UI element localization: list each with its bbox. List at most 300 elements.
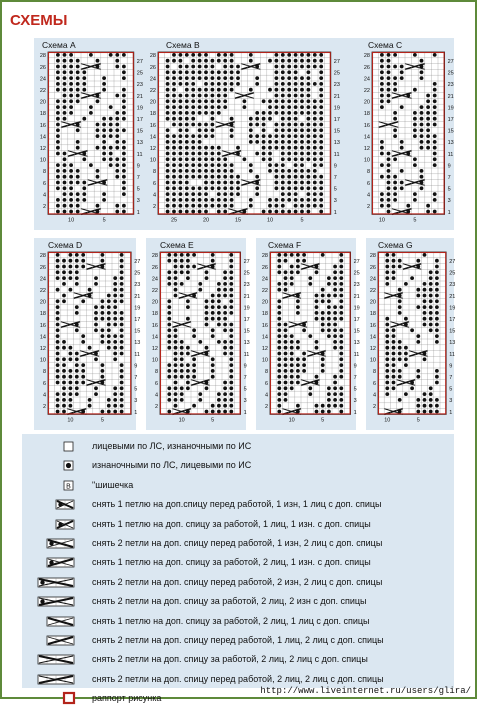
purl-dot [300, 76, 304, 80]
purl-dot [249, 53, 253, 57]
purl-dot [109, 163, 113, 167]
row-label-left: 18 [261, 311, 268, 318]
purl-dot [211, 134, 215, 138]
purl-dot [392, 369, 396, 373]
purl-dot [198, 146, 202, 150]
purl-dot [69, 288, 73, 292]
purl-dot [56, 288, 60, 292]
purl-dot [102, 152, 106, 156]
purl-dot [433, 140, 437, 144]
row-label-right: 3 [449, 398, 453, 405]
purl-dot [380, 192, 384, 196]
purl-dot [307, 146, 311, 150]
purl-dot [211, 65, 215, 69]
purl-dot [167, 305, 171, 309]
purl-dot [217, 70, 221, 74]
purl-dot [211, 99, 215, 103]
row-label-left: 2 [366, 204, 370, 211]
purl-dot [167, 328, 171, 332]
legend-repeat-box [64, 693, 74, 703]
purl-dot [185, 76, 189, 80]
purl-dot [435, 328, 439, 332]
purl-dot [211, 70, 215, 74]
purl-dot [433, 192, 437, 196]
purl-dot [339, 352, 343, 356]
purl-dot [122, 186, 126, 190]
purl-dot [327, 334, 331, 338]
purl-dot [281, 192, 285, 196]
purl-dot [56, 117, 60, 121]
purl-dot [82, 70, 86, 74]
purl-dot [398, 352, 402, 356]
purl-dot [290, 346, 294, 350]
purl-dot [223, 381, 227, 385]
row-label-left: 20 [39, 299, 46, 306]
purl-dot [82, 198, 86, 202]
purl-dot [277, 346, 281, 350]
purl-dot [435, 398, 439, 402]
purl-dot [307, 140, 311, 144]
purl-dot [255, 76, 259, 80]
purl-dot [217, 59, 221, 63]
purl-dot [63, 53, 67, 57]
purl-dot [249, 204, 253, 208]
purl-dot [63, 99, 67, 103]
purl-dot [275, 111, 279, 115]
row-label-right: 11 [333, 151, 340, 158]
purl-dot [75, 369, 79, 373]
purl-dot [204, 204, 208, 208]
purl-dot [180, 398, 184, 402]
row-label-right: 1 [136, 209, 140, 216]
purl-dot [120, 288, 124, 292]
purl-dot [287, 111, 291, 115]
row-label-right: 15 [243, 328, 250, 335]
purl-dot [229, 288, 233, 292]
purl-dot [191, 204, 195, 208]
purl-dot [300, 198, 304, 202]
purl-dot [435, 265, 439, 269]
purl-dot [327, 328, 331, 332]
row-label-right: 3 [243, 398, 247, 405]
row-label-left: 6 [152, 180, 156, 187]
stitch-count-label: 10 [378, 217, 385, 224]
purl-dot [109, 53, 113, 57]
purl-dot [420, 123, 424, 127]
purl-dot [300, 181, 304, 185]
purl-dot [81, 259, 85, 263]
row-label-right: 17 [134, 317, 141, 324]
purl-dot [115, 169, 119, 173]
row-label-left: 26 [369, 264, 376, 271]
row-label-right: 23 [333, 82, 340, 89]
purl-dot [404, 392, 408, 396]
row-label-left: 22 [39, 88, 46, 95]
purl-dot [302, 352, 306, 356]
purl-dot [63, 157, 67, 161]
purl-dot [191, 105, 195, 109]
legend-row [22, 516, 454, 536]
row-label-left: 20 [149, 99, 156, 106]
row-label-right: 5 [353, 386, 357, 393]
purl-dot [217, 105, 221, 109]
purl-dot [217, 175, 221, 179]
row-label-left: 12 [151, 346, 158, 353]
purl-dot [268, 163, 272, 167]
purl-dot [167, 299, 171, 303]
purl-dot [211, 357, 215, 361]
purl-dot [393, 76, 397, 80]
purl-dot [339, 294, 343, 298]
purl-dot [120, 346, 124, 350]
row-label-right: 17 [449, 317, 456, 324]
purl-dot [287, 53, 291, 57]
purl-dot [185, 70, 189, 74]
purl-dot [380, 140, 384, 144]
purl-dot [217, 323, 221, 327]
purl-dot [205, 386, 209, 390]
purl-dot [387, 210, 391, 214]
purl-dot [172, 210, 176, 214]
cable-2-1-back-icon [28, 535, 82, 553]
purl-dot [385, 381, 389, 385]
purl-dot [56, 204, 60, 208]
purl-dot [217, 282, 221, 286]
purl-dot [191, 152, 195, 156]
purl-dot [275, 59, 279, 63]
purl-dot [211, 334, 215, 338]
purl-dot [217, 169, 221, 173]
purl-dot [313, 53, 317, 57]
purl-dot [398, 305, 402, 309]
purl-dot [435, 381, 439, 385]
purl-dot [321, 317, 325, 321]
purl-dot [300, 163, 304, 167]
purl-dot [413, 157, 417, 161]
purl-dot [115, 157, 119, 161]
purl-dot [122, 152, 126, 156]
purl-dot [262, 140, 266, 144]
purl-dot [229, 323, 233, 327]
purl-dot [300, 134, 304, 138]
row-label-right: 23 [353, 282, 360, 289]
purl-dot [277, 386, 281, 390]
purl-dot [76, 70, 80, 74]
purl-dot [385, 369, 389, 373]
purl-dot [435, 270, 439, 274]
purl-dot [81, 253, 85, 257]
purl-dot [56, 88, 60, 92]
purl-dot [167, 334, 171, 338]
purl-dot [211, 375, 215, 379]
purl-dot [191, 210, 195, 214]
purl-dot [102, 76, 106, 80]
row-label-right: 9 [243, 363, 247, 370]
purl-dot [185, 192, 189, 196]
stitch-count-label: 10 [288, 417, 295, 424]
row-label-right: 1 [353, 409, 357, 416]
purl-dot [56, 270, 60, 274]
purl-dot [56, 134, 60, 138]
purl-dot [198, 186, 202, 190]
purl-dot [268, 88, 272, 92]
purl-dot [435, 294, 439, 298]
purl-dot [81, 375, 85, 379]
stitch-count-label: 10 [68, 217, 75, 224]
purl-dot [198, 198, 202, 202]
purl-dot [75, 352, 79, 356]
purl-dot [107, 398, 111, 402]
purl-dot [211, 105, 215, 109]
purl-dot [102, 134, 106, 138]
purl-dot [113, 340, 117, 344]
purl-dot [56, 82, 60, 86]
purl-dot [211, 410, 215, 414]
purl-dot [385, 334, 389, 338]
purl-dot [211, 117, 215, 121]
purl-dot [69, 392, 73, 396]
row-label-left: 12 [149, 146, 156, 153]
chart-grid-g [366, 250, 454, 432]
purl-dot [82, 192, 86, 196]
purl-dot [166, 181, 170, 185]
purl-dot [180, 357, 184, 361]
purl-dot [205, 276, 209, 280]
row-label-right: 25 [447, 70, 454, 77]
row-label-right: 19 [333, 105, 340, 112]
purl-dot [172, 117, 176, 121]
purl-dot [307, 105, 311, 109]
purl-dot [63, 59, 67, 63]
purl-dot [122, 111, 126, 115]
purl-dot [56, 53, 60, 57]
purl-dot [81, 334, 85, 338]
purl-dot [290, 282, 294, 286]
purl-dot [166, 204, 170, 208]
purl-dot [339, 276, 343, 280]
purl-dot [62, 346, 66, 350]
purl-dot [217, 210, 221, 214]
page-title: СХЕМЫ [10, 12, 68, 29]
purl-dot [313, 152, 317, 156]
purl-dot [281, 152, 285, 156]
purl-dot [56, 152, 60, 156]
purl-dot [307, 169, 311, 173]
purl-dot [167, 363, 171, 367]
purl-dot [321, 328, 325, 332]
purl-dot [236, 192, 240, 196]
purl-dot [249, 169, 253, 173]
purl-dot [69, 175, 73, 179]
purl-dot [429, 323, 433, 327]
row-label-right: 23 [243, 282, 250, 289]
purl-dot [420, 59, 424, 63]
legend-text: снять 1 петлю на доп. спицу за работой, 1 лиц, 1 изн. с доп. спицы [92, 518, 371, 529]
purl-dot [56, 340, 60, 344]
purl-dot [204, 88, 208, 92]
purl-dot [69, 404, 73, 408]
stitch-count-label: 20 [202, 217, 210, 224]
purl-dot [300, 175, 304, 179]
legend-text: снять 2 петли на доп. спицу перед работой, 2 лиц, 2 лиц с доп. спицы [92, 673, 384, 684]
purl-dot [420, 134, 424, 138]
purl-dot [217, 404, 221, 408]
purl-dot [416, 398, 420, 402]
purl-dot [287, 134, 291, 138]
purl-dot [223, 340, 227, 344]
purl-dot [185, 169, 189, 173]
purl-dot [281, 65, 285, 69]
purl-dot [186, 381, 190, 385]
purl-dot [300, 82, 304, 86]
purl-dot [89, 105, 93, 109]
purl-dot [413, 134, 417, 138]
purl-dot [174, 386, 178, 390]
purl-dot [392, 270, 396, 274]
purl-dot [290, 357, 294, 361]
purl-dot [284, 328, 288, 332]
purl-dot [113, 299, 117, 303]
purl-dot [300, 94, 304, 98]
purl-dot [167, 317, 171, 321]
purl-dot [294, 163, 298, 167]
purl-dot [327, 386, 331, 390]
purl-dot [96, 128, 100, 132]
purl-dot [167, 392, 171, 396]
purl-dot [294, 99, 298, 103]
row-label-left: 16 [363, 122, 370, 129]
purl-dot [56, 186, 60, 190]
purl-dot [198, 169, 202, 173]
purl-dot [69, 111, 73, 115]
purl-dot [393, 117, 397, 121]
purl-dot [236, 82, 240, 86]
purl-dot [56, 253, 60, 257]
purl-dot [198, 53, 202, 57]
chart-title-f: Схема F [268, 240, 302, 250]
purl-dot [211, 259, 215, 263]
purl-dot [76, 140, 80, 144]
purl-dot [300, 99, 304, 103]
purl-dot [284, 363, 288, 367]
chart-grid-f [258, 250, 360, 432]
purl-dot [69, 270, 73, 274]
purl-dot [398, 369, 402, 373]
row-label-left: 8 [154, 369, 158, 376]
purl-dot [172, 105, 176, 109]
purl-dot [120, 259, 124, 263]
purl-dot [69, 163, 73, 167]
purl-dot [392, 381, 396, 385]
purl-dot [308, 392, 312, 396]
purl-dot [205, 410, 209, 414]
row-label-left: 24 [39, 276, 46, 283]
purl-dot [56, 265, 60, 269]
purl-dot [198, 152, 202, 156]
legend-text: снять 2 петли на доп. спицу за работой, 2 лиц, 2 лиц с доп. спицы [92, 654, 368, 665]
purl-dot [179, 210, 183, 214]
purl-dot [300, 204, 304, 208]
purl-dot [174, 398, 178, 402]
row-label-right: 23 [134, 282, 141, 289]
purl-dot [429, 294, 433, 298]
purl-dot [236, 186, 240, 190]
purl-dot [393, 186, 397, 190]
row-label-right: 9 [136, 163, 140, 170]
purl-dot [313, 169, 317, 173]
purl-dot [255, 134, 259, 138]
chart-grid-b [146, 50, 346, 232]
purl-dot [284, 253, 288, 257]
purl-dot [416, 369, 420, 373]
purl-dot [56, 59, 60, 63]
purl-dot [319, 134, 323, 138]
purl-dot [268, 111, 272, 115]
row-label-left: 14 [39, 334, 46, 341]
purl-dot [313, 134, 317, 138]
purl-dot [321, 369, 325, 373]
purl-dot [115, 140, 119, 144]
purl-dot [392, 328, 396, 332]
purl-dot [223, 352, 227, 356]
purl-dot [223, 323, 227, 327]
purl-dot [186, 270, 190, 274]
purl-dot [107, 305, 111, 309]
purl-dot [217, 392, 221, 396]
purl-dot [180, 259, 184, 263]
purl-dot [191, 94, 195, 98]
purl-dot [277, 404, 281, 408]
purl-dot [56, 123, 60, 127]
purl-dot [223, 76, 227, 80]
purl-dot [223, 105, 227, 109]
purl-dot [333, 311, 337, 315]
purl-dot [217, 288, 221, 292]
purl-dot [435, 282, 439, 286]
purl-dot [223, 328, 227, 332]
purl-dot [339, 410, 343, 414]
purl-dot [167, 276, 171, 280]
purl-dot [229, 346, 233, 350]
purl-dot [76, 146, 80, 150]
purl-dot [174, 288, 178, 292]
purl-dot [69, 346, 73, 350]
purl-dot [172, 70, 176, 74]
purl-dot [315, 410, 319, 414]
purl-dot [223, 88, 227, 92]
purl-dot [186, 386, 190, 390]
row-label-left: 4 [372, 392, 376, 399]
purl-dot [101, 253, 105, 257]
purl-dot [179, 59, 183, 63]
row-label-left: 22 [149, 88, 156, 95]
purl-dot [262, 157, 266, 161]
row-label-right: 3 [134, 398, 138, 405]
purl-dot [107, 294, 111, 298]
purl-dot [211, 146, 215, 150]
purl-dot [255, 111, 259, 115]
purl-dot [236, 181, 240, 185]
legend-row [22, 593, 454, 613]
purl-dot [300, 105, 304, 109]
purl-dot [211, 186, 215, 190]
purl-dot [56, 99, 60, 103]
purl-dot [435, 375, 439, 379]
purl-dot [339, 375, 343, 379]
purl-dot [113, 404, 117, 408]
purl-dot [387, 169, 391, 173]
purl-dot [433, 99, 437, 103]
